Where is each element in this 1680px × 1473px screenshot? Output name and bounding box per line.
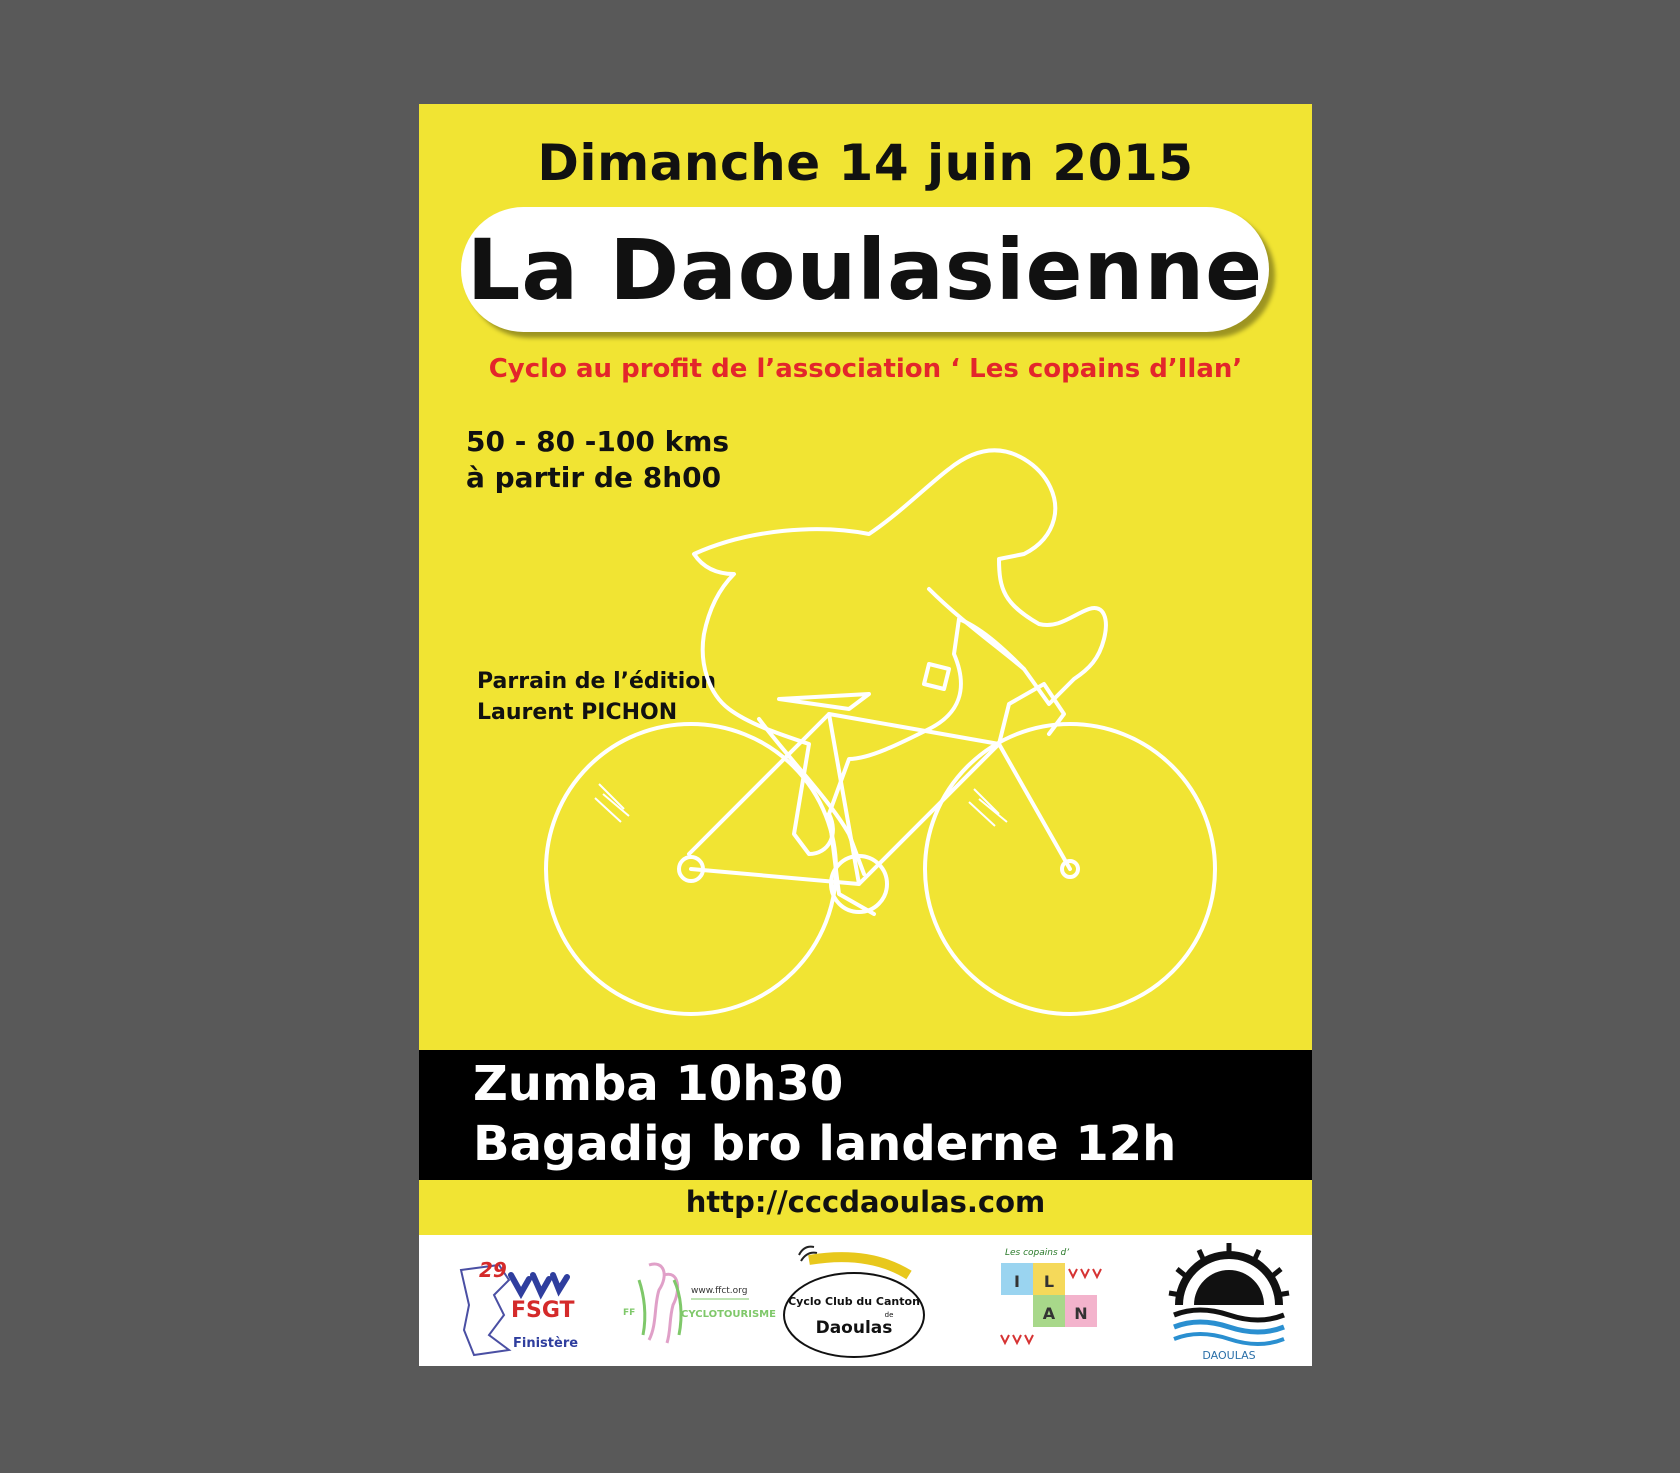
ilan-letter-3: A — [1042, 1304, 1056, 1323]
cccd-line2: Daoulas — [815, 1318, 893, 1338]
event-zumba: Zumba 10h30 — [473, 1056, 844, 1112]
bike-frame — [689, 684, 1070, 884]
rider-shorts — [924, 664, 949, 689]
daoulas-logo — [1159, 1235, 1299, 1366]
ilan-letter-1: I — [1014, 1272, 1020, 1291]
ffct-prefix: FF — [623, 1308, 636, 1318]
daoulas-name: DAOULAS — [1202, 1349, 1256, 1362]
cccd-logo — [779, 1235, 929, 1366]
ffct-label: CYCLOTOURISME — [681, 1309, 776, 1320]
ilan-letter-4: N — [1074, 1304, 1088, 1323]
ffct-logo — [609, 1235, 776, 1366]
fsgt-logo — [449, 1235, 589, 1366]
fsgt-name: FSGT — [511, 1298, 575, 1323]
spoke-lines-front — [969, 789, 1007, 826]
ilan-logo — [979, 1235, 1119, 1366]
sponsor-name: Laurent PICHON — [477, 700, 678, 725]
rider-outline — [694, 450, 1106, 854]
ilan-top: Les copains d’ — [1005, 1248, 1070, 1258]
events-band — [419, 1050, 1312, 1180]
start-time-text: à partir de 8h00 — [466, 461, 722, 494]
event-title: La Daoulasienne — [466, 220, 1264, 319]
event-subtitle: Cyclo au profit de l’association ‘ Les copains d’Ilan’ — [488, 354, 1243, 384]
spoke-lines-rear — [595, 784, 629, 822]
cyclist-illustration — [529, 414, 1229, 1014]
ilan-letter-2: L — [1043, 1272, 1055, 1291]
fsgt-region: Finistère — [513, 1336, 579, 1351]
cccd-of: de — [884, 1311, 894, 1319]
saddle — [779, 694, 869, 709]
partner-logos — [419, 1235, 1312, 1366]
title-banner — [461, 207, 1269, 332]
distances-text: 50 - 80 -100 kms — [466, 425, 730, 458]
event-date: Dimanche 14 juin 2015 — [537, 134, 1194, 192]
ffct-site: www.ffct.org — [691, 1286, 748, 1296]
event-poster — [419, 104, 1312, 1366]
sponsor-label: Parrain de l’édition — [477, 669, 717, 694]
event-bagadig: Bagadig bro landerne 12h — [473, 1116, 1177, 1172]
fsgt-number: 29 — [479, 1258, 507, 1282]
cccd-line1: Cyclo Club du Canton — [788, 1295, 920, 1308]
website-url[interactable]: http://cccdaoulas.com — [685, 1185, 1046, 1219]
